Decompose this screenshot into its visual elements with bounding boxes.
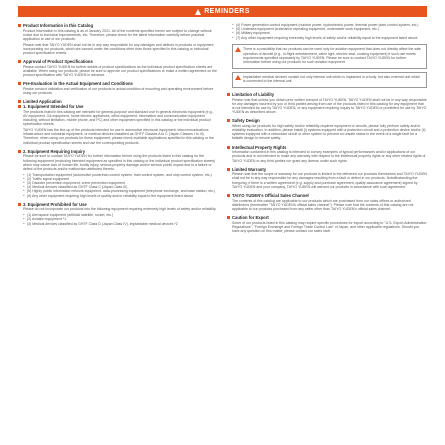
caution-text	[243, 47, 422, 64]
section-body	[18, 29, 218, 56]
reminders-banner	[18, 6, 427, 17]
banner-title: REMINDERS	[204, 8, 250, 15]
reminder-section	[18, 23, 218, 55]
section-body	[18, 154, 218, 171]
warning-icon	[235, 75, 241, 80]
section-body	[18, 110, 218, 145]
paragraph: Please contact TAIYO YUDEN for further details of product specifications as the individual product specification sheets are available. When using our products, please be sure to approve our product specifications or make a written agreement on the product specification with TAIYO YUDEN in advance.	[23, 64, 217, 78]
section-subtitle: 3. Equipment Prohibited for Use	[18, 202, 218, 207]
paragraph: Some of our products listed in this catalog may require specific procedures for export according to "U.S. Export Administration Regulations", "Foreign Exchange and Foreign Trade Control Law" of Japan, and other applicable regulations. Should you have any question on this matter, please contact our sales staff.	[232, 220, 427, 234]
list-item: ● (6) Any other equipment requiring high levels of quality and/or reliability equal to the equipment listed above	[27, 194, 218, 198]
section-title: Product Information in this Catalog	[18, 23, 218, 28]
caution-note	[232, 44, 427, 69]
paragraph: Please note that unless you obtain prior written consent of TAIYO YUDEN, TAIYO YUDEN shall not be in any way responsible for any damages incurred by you or third parties arising from use of the products listed in this catalog for any equipment that is not intended for use by TAIYO YUDEN, or any equipment requiring inquiry to TAIYO YUDEN or prohibited for use by TAIYO YUDEN as described above.	[232, 97, 427, 115]
section-title: Limitation of Liability	[227, 92, 427, 97]
caution-text	[243, 75, 422, 83]
section-title: Caution for Export	[227, 215, 427, 220]
list-item: ● (5) Highly public information network equipment, data-processing equipment (telephone exchange, and base station, etc.)	[27, 189, 218, 193]
section-title: Approval of Product Specifications	[18, 59, 218, 64]
list-item: ● (1) Transportation equipment (automotive powertrain control system, train control system, and ship control system, etc.)	[27, 173, 218, 177]
section-body	[227, 172, 427, 189]
reminders-page	[18, 6, 427, 438]
item-list	[18, 213, 218, 226]
paragraph: Please be sure to contact TAIYO YUDEN for further information before using the products listed in this catalog for the following equipment (excluding intended equipment as specified in this catalog or the individual product specification sheets) which may cause loss of human life, bodily injury, serious property damage and/or serious public impact due to a failure or defect of the products and/or malfunction attributed thereto.	[23, 154, 216, 171]
reminder-section	[227, 44, 427, 88]
reminder-section	[227, 92, 427, 114]
section-title: Limited Application	[18, 99, 218, 104]
list-item: ● (3) Disaster prevention equipment, crime prevention equipment	[27, 181, 218, 185]
warning-icon	[195, 9, 201, 15]
item-list	[227, 23, 427, 40]
reminder-section	[18, 202, 218, 226]
section-body	[227, 199, 427, 212]
section-body	[18, 87, 218, 95]
reminder-section	[227, 193, 427, 211]
paragraph: Information contained in this catalog is intended to convey examples of typical performances and/or applications of our products and is not intended to make any warranty with respect to the intellectual property rights or any other related rights of TAIYO YUDEN or any third parties nor grant any license under such rights.	[232, 150, 426, 163]
reminder-section	[227, 145, 427, 163]
section-title: Limited Warranty	[227, 167, 427, 172]
reminder-section	[227, 23, 427, 40]
paragraph: Please do not incorporate our products into the following equipment requiring extremely high levels of safety and/or reliability.	[23, 207, 217, 212]
list-item: ● (5) Undersea equipment (submarine repeating equipment, underwater work equipment, etc.)	[236, 27, 427, 31]
section-subtitle: 1. Equipment Intended for Use	[18, 104, 218, 109]
section-body	[18, 65, 218, 78]
section-body	[227, 150, 427, 163]
reminder-section	[227, 118, 427, 140]
list-item: ● (1) Aerospace equipment (artificial satellite, rocket, etc.)	[27, 213, 218, 217]
section-title: Safety Design	[227, 118, 427, 123]
reminder-section	[227, 215, 427, 233]
section-subtitle: 2. Equipment Requiring Inquiry	[18, 149, 218, 154]
list-item: ● (2) Aviation equipment *1	[27, 217, 218, 221]
paragraph: Please note that TAIYO YUDEN shall not be in any way responsible for any damages and defects in products or equipment incorporating our products, which are caused under the conditions other than those specified in this catalog or individual product specification sheets.	[23, 42, 214, 56]
section-title: TAIYO YUDEN's Official Sales Channel	[227, 193, 427, 198]
list-item: ● (6) Military equipment	[236, 31, 427, 35]
list-item: ● (4) Power generation control equipment (nuclear power, hydroelectric power, thermal power plant control system, etc.)	[236, 23, 427, 27]
section-body	[227, 98, 427, 115]
list-item: ● (7) Any other equipment requiring extremely high levels of safety and/or reliability equal to the equipment listed above	[236, 36, 427, 40]
paragraph: TAIYO YUDEN has the line-up of the products intended for use in automotive electronic equipment, telecommunications infrastructure and industrial equipment, or medical devices classified as GHTF Classes A to C (Japan Classes I to III). Therefore, when using our products for these equipment, please check available applications specified in this catalog or the individual product specification sheets and use the corresponding products.	[23, 128, 214, 145]
section-body	[227, 221, 427, 234]
right-column	[227, 23, 427, 237]
left-column	[18, 23, 218, 230]
caution-note	[232, 72, 427, 88]
reminder-section	[227, 167, 427, 189]
list-item: ● (4) Medical devices classified as GHTF Class C (Japan Class III)	[27, 185, 218, 189]
section-body	[18, 207, 218, 211]
paragraph: Please conduct validation and verification of our products in actual condition of mounting and operating environment before using our products.	[23, 86, 214, 96]
list-item: ● (3) Medical devices classified as GHTF Class D (Japan Class IV), implantable medical devices *2	[27, 222, 218, 226]
item-list	[18, 173, 218, 198]
warning-icon	[235, 47, 241, 52]
reminder-section	[18, 81, 218, 95]
paragraph: The products listed in this catalog are intended for general-purpose and standard use in general electronic equipment (e.g., AV equipment, OA equipment, home electric appliances, office equipment, information and communication equipment including, without limitation, mobile phone, and PC) and other equipment specified in this catalog or the individual product specification sheets.	[23, 109, 214, 127]
paragraph: Please note that the scope of warranty for our products is limited to the delivered our products themselves and TAIYO YUDEN shall not be in any way responsible for any damages resulting from a fault or defect in our products. Notwithstanding the foregoing, if there is a written agreement (e.g. supply and purchase agreement, quality assurance agreement) signed by TAIYO YUDEN and your company, TAIYO YUDEN will warrant our products in accordance with such agreement.	[232, 172, 427, 189]
section-body	[227, 124, 427, 141]
section-title: Intellectual Property Rights	[227, 145, 427, 150]
section-title: Pre-Evaluation in the Actual Equipment and Conditions	[18, 81, 218, 86]
reminder-section	[18, 99, 218, 145]
paragraph: The contents of this catalog are applicable to our products which are purchased from our sales offices or authorized distributors (hereinafter "TAIYO YUDEN's official sales channel"). Please note that the contents of this catalog are not applicable to our products purchased from any seller other than TAIYO YUDEN's official sales channel.	[232, 198, 414, 211]
paragraph: Product information in this catalog is as of January 2021. All of the contents specified herein are subject to change without notice due to technical improvements, etc. Therefore, please check for the latest information carefully before practical application or use of our products.	[23, 28, 212, 41]
reminder-section	[18, 149, 218, 198]
list-item: ● (2) Traffic signal equipment	[27, 177, 218, 181]
paragraph: There is a possibility that our products can be used only for aviation equipment that does not directly affect the safe operation of aircraft (e.g., in-flight entertainment, cabin light, electric seat, cooking equipment) if such use meets requirements specified separately by TAIYO YUDEN. Please be sure to contact TAIYO YUDEN for further information before using our products for such aviation equipment.	[243, 47, 421, 64]
paragraph: When using our products for high safety and/or reliability-required equipment or circuits, please fully perform safety and/or reliability evaluation. In addition, please install (i) systems equipped with a protection circuit and a protection device and/or (ii) systems equipped with a redundant circuit or other system to prevent an unsafe status in the event of a single fault for a failsafe design to ensure safety.	[232, 123, 426, 141]
paragraph: Implantable medical devices contain not only internal unit which is implanted in a body, but also external unit which is connected to the internal unit.	[243, 75, 421, 84]
reminder-section	[18, 59, 218, 77]
